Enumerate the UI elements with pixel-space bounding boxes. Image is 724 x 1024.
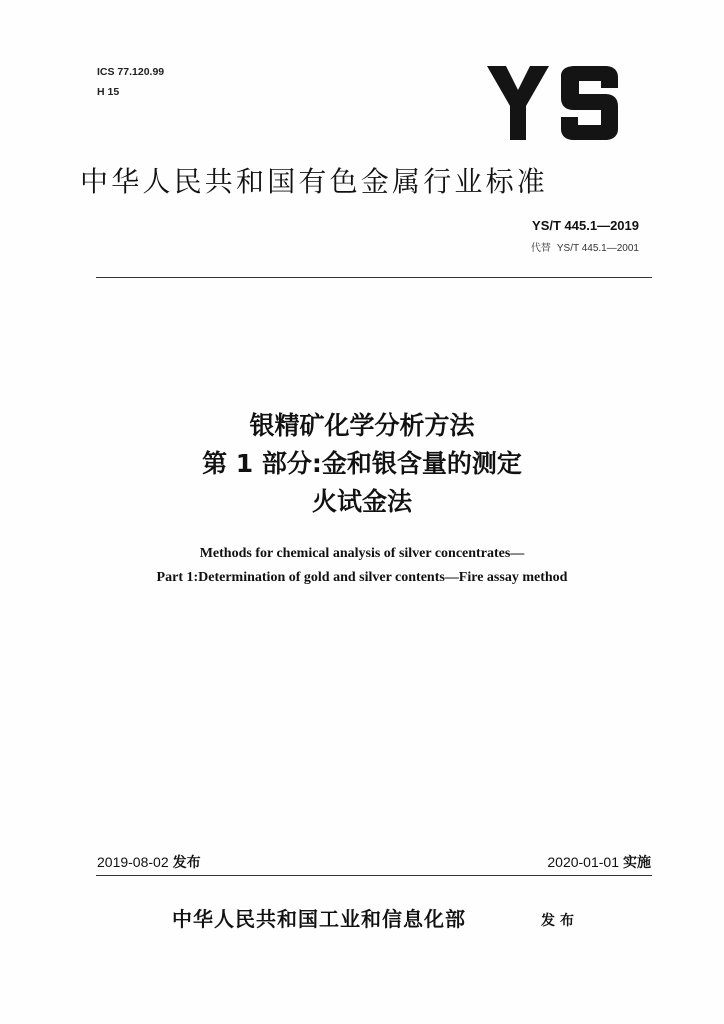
implementation-date-value: 2020-01-01	[547, 854, 619, 870]
publisher-name: 中华人民共和国工业和信息化部	[172, 907, 466, 931]
release-label: 发布	[172, 855, 201, 871]
implementation-date	[547, 852, 651, 872]
chinese-title-line-2: 第 1 部分:金和银含量的测定	[202, 449, 522, 478]
release-date	[97, 852, 201, 872]
ics-code: ICS 77.120.99	[97, 66, 165, 78]
chinese-title-line-1: 银精矿化学分析方法	[249, 411, 475, 440]
issuer-title: 中华人民共和国有色金属行业标准	[80, 165, 549, 198]
release-date-value: 2019-08-02	[97, 854, 169, 870]
english-title	[62, 542, 662, 590]
replaces-line	[525, 239, 639, 254]
english-title-line-1: Methods for chemical analysis of silver concentrates—	[199, 546, 525, 561]
implementation-label: 实施	[623, 855, 651, 871]
bottom-divider	[96, 875, 652, 876]
ccs-code: H 15	[97, 86, 120, 98]
top-divider	[96, 277, 652, 278]
classification-codes	[97, 62, 164, 102]
chinese-title-line-3: 火试金法	[311, 487, 412, 516]
publisher-action: 发布	[541, 913, 579, 929]
replaces-number: YS/T 445.1—2001	[556, 243, 639, 254]
replaces-label: 代替	[530, 243, 551, 254]
ys-logo-letter-y	[487, 66, 549, 140]
ys-logo	[487, 66, 619, 144]
ys-logo-letter-s	[561, 66, 618, 140]
standard-number: YS/T 445.1—2019	[532, 218, 639, 233]
chinese-title	[62, 407, 662, 521]
english-title-line-2: Part 1:Determination of gold and silver contents—Fire assay method	[156, 570, 568, 585]
